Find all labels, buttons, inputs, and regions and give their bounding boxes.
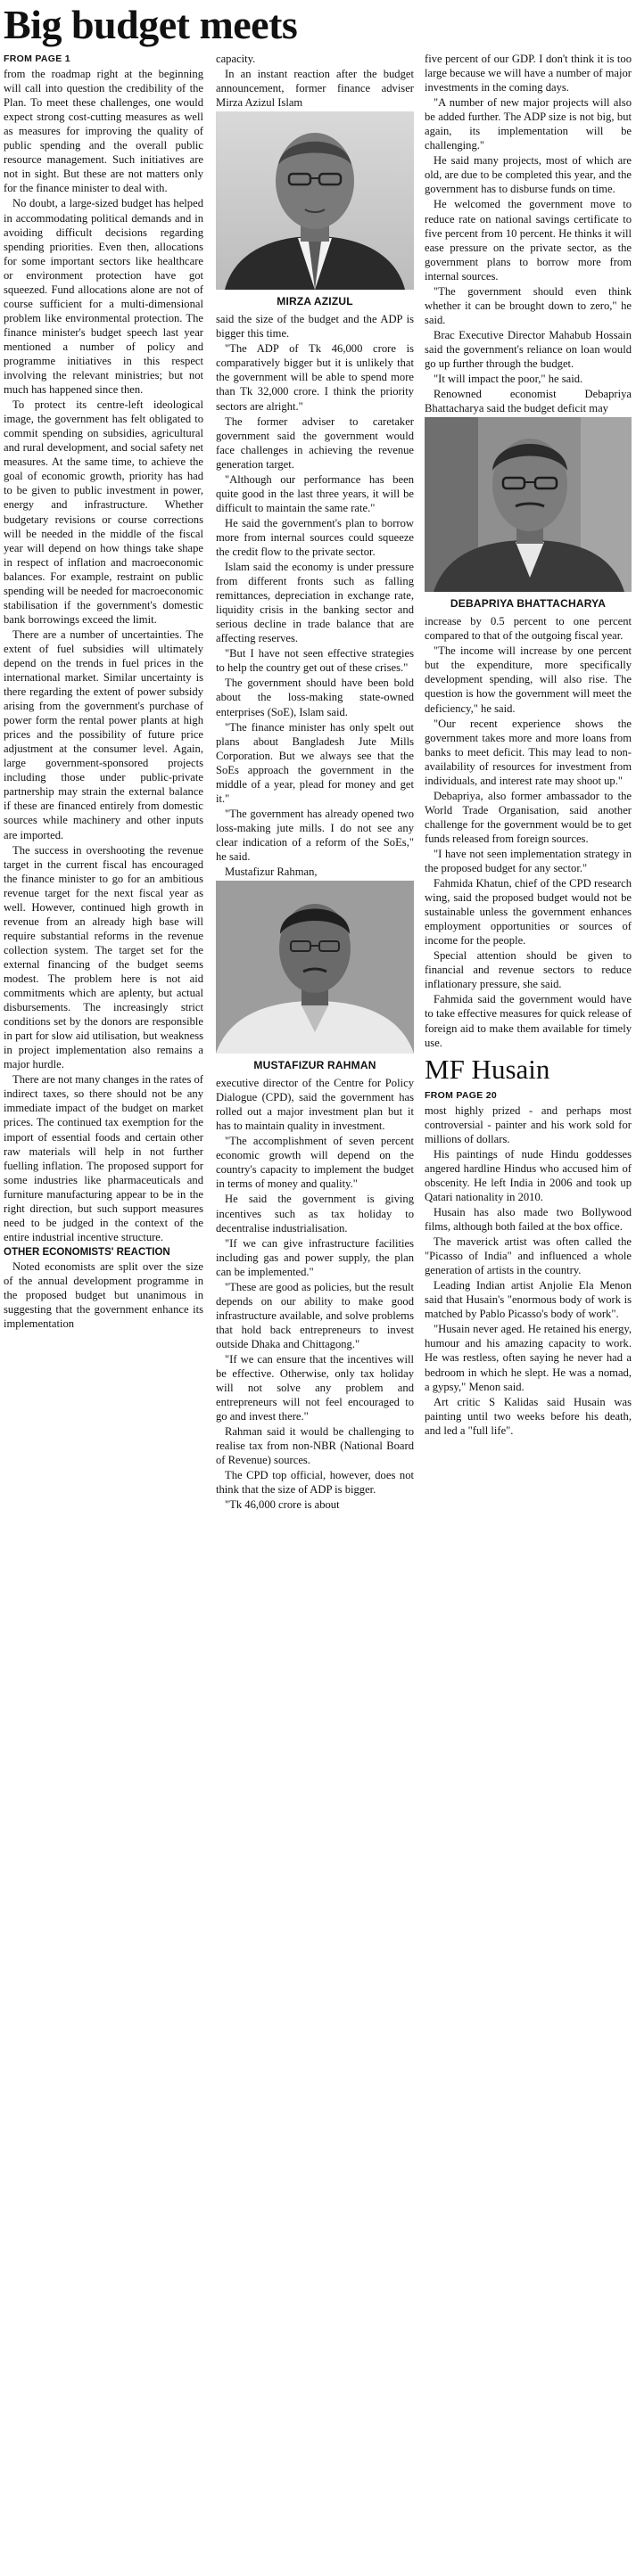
paragraph: His paintings of nude Hindu goddesses angered hardline Hindus who accused him of obscenity. He left India in 2006 and took up Qatari nationality in 2010. (425, 1147, 632, 1203)
paragraph: He said the government is giving incentives such as tax holiday to decentralise industrialisation. (216, 1193, 414, 1235)
paragraph: To protect its centre-left ideological image, the government has felt obligated to commit spending on subsidies, agricultural and rural development, and social safety net measures. At the same time, to achieve the goal of economic growth, priority has had to be given to public investment in power, energy and infrastructure. Whether budgetary revisions or course corrections will be needed in the middle of the fiscal year will depend on how things take shape in respect of inflation and macroeconomic balances. For example, restraint on public spending will be needed for macroeconomic stabilisation if the government's domestic bank borrowings exceed the limit. (4, 398, 203, 626)
portrait-image (216, 111, 414, 290)
paragraph: most highly prized - and perhaps most controversial - painter and his work sold for millions of dollars. (425, 1103, 632, 1145)
paragraph: In an instant reaction after the budget announcement, former finance adviser Mirza Azizul Islam (216, 68, 414, 110)
photo-caption: MIRZA AZIZUL (277, 295, 353, 308)
paragraph: five percent of our GDP. I don't think it is too large because we will have a number of major investments in the coming days. (425, 53, 632, 94)
paragraph: The maverick artist was often called the "Picasso of India" and influenced a whole generation of artists in the country. (425, 1235, 632, 1277)
paragraph: Husain has also made two Bollywood films, although both failed at the box office. (425, 1206, 632, 1234)
headline: Big budget meets (4, 2, 298, 47)
photo-caption: MUSTAFIZUR RAHMAN (253, 1059, 376, 1072)
paragraph: He said many projects, most of which are old, are due to be completed this year, and the government has to disburse funds on time. (425, 154, 632, 196)
section-label: FROM PAGE 1 (4, 53, 70, 64)
photo-debapriya-bhattacharya (425, 417, 632, 611)
paragraph: Leading Indian artist Anjolie Ela Menon said that Husain's "enormous body of work is matched by Pablo Picasso's body of work". (425, 1279, 632, 1321)
paragraph: "I have not seen implementation strategy in the proposed budget for any sector." (425, 847, 632, 875)
paragraph: "The finance minister has only spelt out plans about Bangladesh Jute Mills Corporation. But we always see that the SoEs approach the government in the middle of a year, plead for money and get it." (216, 720, 414, 805)
column-3 (425, 52, 632, 1439)
photo-mustafizur-rahman (216, 881, 414, 1072)
paragraph: The government should have been bold about the loss-making state-owned enterprises (SoE), Islam said. (216, 677, 414, 718)
paragraph: from the roadmap right at the beginning will call into question the credibility of the Plan. To meet these challenges, one would expect strong cost-cutting measures as well as measures for improving the quality of public spending and the overall public resource management. Such initiatives are not in sight. But these are not matters only for the finance minister to deal with. (4, 68, 203, 195)
column-2 (216, 52, 414, 1514)
paragraph: Fahmida Khatun, chief of the CPD research wing, said the proposed budget would not be sustainable unless the government enhances employment opportunities or sources of income for the people. (425, 877, 632, 948)
paragraph: "Husain never aged. He retained his energy, humour and his amazing capacity to work. He was restless, often saying he never had a bedroom in which he slept. He was a nomad, a gypsy," Menon said. (425, 1323, 632, 1393)
paragraph: "The government has already opened two loss-making jute mills. I do not see any clear indication of a reform of the SoEs," he said. (216, 807, 414, 863)
paragraph: "Our recent experience shows the government takes more and more loans from banks to meet deficit. This may lead to non-availability of resources for investment from individuals, and interest rate may shoot up." (425, 717, 632, 787)
paragraph: Noted economists are split over the size of the annual development programme in the proposed budget but unanimous in suggesting that the government enhance its implementation (4, 1259, 203, 1331)
paragraph: "If we can give infrastructure facilities including gas and power supply, the plan can be implemented." (216, 1236, 414, 1278)
photo-caption: DEBAPRIYA BHATTACHARYA (450, 597, 607, 611)
portrait-image (216, 881, 414, 1054)
paragraph: There are a number of uncertainties. The extent of fuel subsidies will ultimately depend on the trends in fuel prices in the international market. Similar uncertainty is there regarding the extent of power subsidy arising from the government's purchase of power form the rental power plants at high prices and the possibility of future price adjustment at the consumer level. Again, large government-sponsored projects including those under public-private partnership may strain the external balance if these are financed entirely from domestic sources while machinery and other inputs are imported. (4, 628, 203, 841)
paragraph: increase by 0.5 percent to one percent compared to that of the outgoing fiscal year. (425, 615, 632, 643)
paragraph: The success in overshooting the revenue target in the current fiscal has encouraged the finance minister to go for an ambitious revenue target for the next fiscal year as well. However, continued high growth in revenue from an already high base will require substantial reforms in the revenue collection system. The target set for the external financing of the budget seems modest. The problem here is not aid commitments which are aplenty, but actual disbursements. The increasingly strict conditions set by the donors are responsible in part for slow aid utilisation, but weakness in project implementation also remains a major hurdle. (4, 843, 203, 1071)
paragraph: He welcomed the government move to reduce rate on national savings certificate to five percent from 10 percent. He thinks it will ease pressure on the private sector, as the government plans to borrow more from internal sources. (425, 198, 632, 283)
paragraph: The CPD top official, however, does not think that the size of ADP is bigger. (216, 1469, 414, 1497)
paragraph: executive director of the Centre for Policy Dialogue (CPD), said the government has rolled out a major investment plan but it has to maintain quality in investment. (216, 1077, 414, 1133)
paragraph: "The ADP of Tk 46,000 crore is comparatively bigger but it is unlikely that the government will be able to spend more than Tk 32,000 crore. I think the priority sectors are alright." (216, 342, 414, 413)
section-label: FROM PAGE 20 (425, 1089, 498, 1101)
paragraph: Renowned economist Debapriya Bhattacharya said the budget deficit may (425, 388, 632, 415)
photo-mirza-azizul (216, 111, 414, 308)
paragraph: "If we can ensure that the incentives will be effective. Otherwise, only tax holiday will not solve any problem and entrepreneurs will not feel encouraged to go and invest there." (216, 1353, 414, 1423)
paragraph: There are not many changes in the rates of indirect taxes, so there should not be any immediate impact of the budget on market prices. The continued tax exemption for the import of essential foods and certain other raw materials will help in not further fuelling inflation. The proposed support for some industries like pharmaceuticals and furniture manufacturing appear to be in the right direction, but such support measures need to be judged in the context of the entire industrial incentive structure. (4, 1073, 204, 1243)
paragraph: Fahmida said the government would have to take effective measures for quick release of foreign aid to make them available for timely use. (425, 993, 632, 1049)
paragraph: "The income will increase by one percent but the expenditure, more specifically development spending, will also rise. The question is how the government will meet the deficiency," he said. (425, 644, 632, 715)
paragraph: Rahman said it would be challenging to realise tax from non-NBR (National Board of Revenue) sources. (216, 1425, 414, 1467)
paragraph: Islam said the economy is under pressure from different fronts such as falling remittances, depreciation in exchange rate, liquidity crisis in the banking sector and serious decline in trade balance that are affecting reserves. (216, 561, 414, 645)
paragraph: "It will impact the poor," he said. (434, 373, 583, 386)
paragraph: Mustafizur Rahman, (225, 866, 318, 879)
column-1 (4, 52, 203, 1332)
paragraph: Brac Executive Director Mahabub Hossain said the government's reliance on loan would go up further through the budget. (425, 328, 632, 370)
paragraph: capacity. (216, 53, 256, 65)
paragraph: He said the government's plan to borrow more from internal sources could squeeze the credit flow to the private sector. (216, 516, 414, 558)
paragraph: said the size of the budget and the ADP is bigger this time. (216, 313, 414, 340)
paragraph: "The government should even think whether it can be brought down to zero," he said. (425, 284, 632, 326)
mf-husain-headline: MF Husain (425, 1053, 550, 1085)
subhead-other-economists: OTHER ECONOMISTS' REACTION (4, 1246, 170, 1258)
paragraph: Debapriya, also former ambassador to the World Trade Organisation, said another challenge for the government would be to get funds released from foreign sources. (425, 789, 632, 845)
paragraph: "A number of new major projects will also be added further. The ADP size is not big, but again, its implementation will be challenging." (425, 96, 632, 152)
paragraph: Art critic S Kalidas said Husain was painting until two weeks before his death, and led a "full life". (425, 1395, 632, 1437)
paragraph: No doubt, a large-sized budget has helped in accommodating political demands and in avoiding difficult decisions regarding spending priorities. Even then, allocations for some important sectors like healthcare or environment protection have got squeezed. Fund allocations alone are not of course sufficient for a multi-dimensional problem like environmental protection. The finance minister's budget speech last year mentioned a number of policy and programme initiatives in this respect involving the relevant ministries; but not much has happened since then. (4, 197, 203, 397)
paragraph: "But I have not seen effective strategies to help the country get out of these crises." (216, 647, 414, 675)
paragraph: "These are good as policies, but the result depends on our ability to make good infrastructure available, and solve problems that hold back entrepreneurs to invest outside Dhaka and Chittagong." (216, 1280, 414, 1350)
paragraph: "Tk 46,000 crore is about (225, 1498, 340, 1512)
paragraph: "Although our performance has been quite good in the last three years, it will be difficult to maintain the same rate." (216, 472, 414, 514)
paragraph: Special attention should be given to financial and revenue sectors to reduce inflationary pressure, she said. (425, 949, 632, 991)
paragraph: "The accomplishment of seven percent economic growth will depend on the country's capacity to implement the budget in terms of money and quality." (216, 1135, 414, 1191)
portrait-image (425, 417, 632, 592)
paragraph: The former adviser to caretaker government said the government would face challenges in achieving the revenue generation target. (216, 414, 414, 471)
